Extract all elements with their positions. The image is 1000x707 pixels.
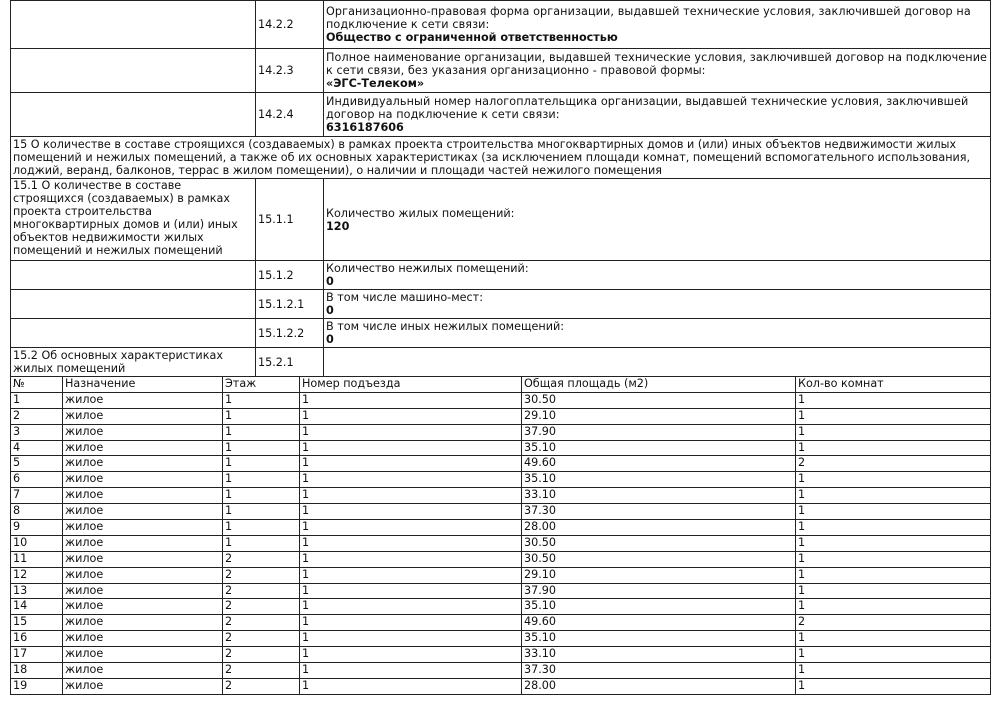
table-row <box>11 424 991 440</box>
empty-cell <box>11 319 256 348</box>
item-content <box>324 261 991 290</box>
header-number: № <box>11 377 63 393</box>
cell-entrance: 1 <box>300 535 522 551</box>
cell-floor: 1 <box>223 535 300 551</box>
cell-floor: 1 <box>223 408 300 424</box>
item-content <box>324 93 991 137</box>
cell-entrance: 1 <box>300 567 522 583</box>
item-content <box>324 179 991 261</box>
item-code: 14.2.3 <box>256 49 324 93</box>
cell-entrance: 1 <box>300 504 522 520</box>
cell-rooms: 1 <box>796 408 991 424</box>
cell-purpose: жилое <box>63 551 223 567</box>
cell-rooms: 1 <box>796 599 991 615</box>
cell-rooms: 1 <box>796 488 991 504</box>
section-15-heading-row <box>11 137 991 179</box>
cell-purpose: жилое <box>63 535 223 551</box>
cell-area: 33.10 <box>522 647 796 663</box>
cell-floor: 1 <box>223 472 300 488</box>
cell-number: 10 <box>11 535 63 551</box>
cell-purpose: жилое <box>63 631 223 647</box>
row-14-2-3 <box>11 49 991 93</box>
table-row <box>11 567 991 583</box>
cell-floor: 2 <box>223 647 300 663</box>
cell-area: 49.60 <box>522 615 796 631</box>
cell-rooms: 1 <box>796 392 991 408</box>
item-value: 0 <box>326 333 334 346</box>
cell-entrance: 1 <box>300 615 522 631</box>
table-row <box>11 631 991 647</box>
header-rooms: Кол-во комнат <box>796 377 991 393</box>
cell-entrance: 1 <box>300 631 522 647</box>
cell-entrance: 1 <box>300 647 522 663</box>
empty-cell <box>324 348 991 377</box>
cell-entrance: 1 <box>300 440 522 456</box>
cell-floor: 2 <box>223 663 300 679</box>
cell-area: 29.10 <box>522 408 796 424</box>
cell-number: 11 <box>11 551 63 567</box>
cell-rooms: 1 <box>796 520 991 536</box>
header-area: Общая площадь (м2) <box>522 377 796 393</box>
cell-purpose: жилое <box>63 472 223 488</box>
row-15-1-2-1 <box>11 290 991 319</box>
cell-floor: 1 <box>223 504 300 520</box>
cell-entrance: 1 <box>300 392 522 408</box>
cell-rooms: 1 <box>796 583 991 599</box>
item-content <box>324 290 991 319</box>
cell-purpose: жилое <box>63 678 223 694</box>
subsection-title: 15.2 Об основных характеристиках жилых помещений <box>11 348 256 377</box>
cell-rooms: 1 <box>796 472 991 488</box>
item-code: 15.1.2 <box>256 261 324 290</box>
table-row <box>11 615 991 631</box>
cell-purpose: жилое <box>63 647 223 663</box>
cell-area: 30.50 <box>522 392 796 408</box>
table-row <box>11 599 991 615</box>
header-entrance: Номер подъезда <box>300 377 522 393</box>
cell-floor: 2 <box>223 583 300 599</box>
cell-area: 29.10 <box>522 567 796 583</box>
cell-area: 30.50 <box>522 551 796 567</box>
table-row <box>11 663 991 679</box>
cell-rooms: 1 <box>796 440 991 456</box>
item-code: 14.2.2 <box>256 1 324 49</box>
cell-purpose: жилое <box>63 424 223 440</box>
cell-entrance: 1 <box>300 408 522 424</box>
empty-cell <box>11 49 256 93</box>
cell-floor: 1 <box>223 456 300 472</box>
cell-number: 2 <box>11 408 63 424</box>
cell-number: 13 <box>11 583 63 599</box>
cell-purpose: жилое <box>63 456 223 472</box>
cell-rooms: 1 <box>796 631 991 647</box>
cell-area: 37.90 <box>522 583 796 599</box>
item-code: 15.2.1 <box>256 348 324 377</box>
header-floor: Этаж <box>223 377 300 393</box>
table-row <box>11 535 991 551</box>
cell-rooms: 1 <box>796 504 991 520</box>
cell-floor: 1 <box>223 440 300 456</box>
cell-entrance: 1 <box>300 663 522 679</box>
document-page <box>10 0 990 695</box>
cell-number: 3 <box>11 424 63 440</box>
cell-area: 49.60 <box>522 456 796 472</box>
row-15-2-1 <box>11 348 991 377</box>
cell-number: 6 <box>11 472 63 488</box>
cell-number: 16 <box>11 631 63 647</box>
table-row <box>11 551 991 567</box>
cell-rooms: 2 <box>796 456 991 472</box>
cell-entrance: 1 <box>300 488 522 504</box>
subsection-title: 15.1 О количестве в составе строящихся (создаваемых) в рамках проекта строительства многоквартирных домов и (или) иных объектов недвижимости жилых помещений и нежилых помещений <box>11 179 256 261</box>
item-label: Количество жилых помещений: <box>326 206 515 220</box>
cell-purpose: жилое <box>63 663 223 679</box>
item-code: 15.1.1 <box>256 179 324 261</box>
item-value: 0 <box>326 304 334 317</box>
cell-floor: 1 <box>223 424 300 440</box>
cell-number: 5 <box>11 456 63 472</box>
cell-rooms: 1 <box>796 424 991 440</box>
cell-entrance: 1 <box>300 472 522 488</box>
cell-rooms: 2 <box>796 615 991 631</box>
cell-area: 35.10 <box>522 440 796 456</box>
rooms-table <box>10 376 991 695</box>
cell-rooms: 1 <box>796 567 991 583</box>
item-label: В том числе машино-мест: <box>326 291 483 304</box>
cell-purpose: жилое <box>63 583 223 599</box>
cell-rooms: 1 <box>796 647 991 663</box>
item-value: «ЭГС-Телеком» <box>326 77 425 90</box>
item-label: Полное наименование организации, выдавшей технические условия, заключившей договор на подключение к сети связи, без указания организационно - правовой формы: <box>326 51 988 77</box>
cell-area: 33.10 <box>522 488 796 504</box>
cell-area: 30.50 <box>522 535 796 551</box>
cell-area: 35.10 <box>522 472 796 488</box>
item-content <box>324 1 991 49</box>
cell-number: 12 <box>11 567 63 583</box>
item-value: 120 <box>326 219 350 233</box>
cell-entrance: 1 <box>300 599 522 615</box>
row-15-1-2 <box>11 261 991 290</box>
cell-purpose: жилое <box>63 599 223 615</box>
cell-area: 37.90 <box>522 424 796 440</box>
item-content <box>324 319 991 348</box>
cell-entrance: 1 <box>300 520 522 536</box>
header-purpose: Назначение <box>63 377 223 393</box>
cell-purpose: жилое <box>63 408 223 424</box>
cell-rooms: 1 <box>796 535 991 551</box>
cell-floor: 1 <box>223 392 300 408</box>
cell-number: 1 <box>11 392 63 408</box>
cell-rooms: 1 <box>796 663 991 679</box>
item-code: 15.1.2.1 <box>256 290 324 319</box>
cell-number: 14 <box>11 599 63 615</box>
cell-purpose: жилое <box>63 504 223 520</box>
cell-purpose: жилое <box>63 392 223 408</box>
cell-entrance: 1 <box>300 424 522 440</box>
empty-cell <box>11 93 256 137</box>
table-row <box>11 392 991 408</box>
cell-number: 19 <box>11 678 63 694</box>
cell-number: 17 <box>11 647 63 663</box>
table-row <box>11 408 991 424</box>
cell-area: 35.10 <box>522 631 796 647</box>
cell-purpose: жилое <box>63 567 223 583</box>
table-row <box>11 440 991 456</box>
item-code: 14.2.4 <box>256 93 324 137</box>
row-14-2-4 <box>11 93 991 137</box>
cell-area: 37.30 <box>522 663 796 679</box>
cell-area: 37.30 <box>522 504 796 520</box>
cell-entrance: 1 <box>300 551 522 567</box>
cell-floor: 2 <box>223 567 300 583</box>
row-14-2-2 <box>11 1 991 49</box>
item-code: 15.1.2.2 <box>256 319 324 348</box>
rooms-table-header <box>11 377 991 393</box>
cell-number: 15 <box>11 615 63 631</box>
table-row <box>11 488 991 504</box>
cell-purpose: жилое <box>63 520 223 536</box>
cell-floor: 2 <box>223 599 300 615</box>
row-15-1-1 <box>11 179 991 261</box>
cell-floor: 2 <box>223 631 300 647</box>
cell-entrance: 1 <box>300 456 522 472</box>
item-value: 0 <box>326 275 334 288</box>
cell-purpose: жилое <box>63 440 223 456</box>
item-label: В том числе иных нежилых помещений: <box>326 320 565 333</box>
table-row <box>11 520 991 536</box>
empty-cell <box>11 1 256 49</box>
cell-number: 8 <box>11 504 63 520</box>
table-row <box>11 504 991 520</box>
cell-floor: 2 <box>223 678 300 694</box>
cell-area: 28.00 <box>522 520 796 536</box>
item-content <box>324 49 991 93</box>
cell-floor: 2 <box>223 615 300 631</box>
item-value: Общество с ограниченной ответственностью <box>326 31 618 44</box>
cell-number: 18 <box>11 663 63 679</box>
table-row <box>11 678 991 694</box>
cell-entrance: 1 <box>300 583 522 599</box>
cell-number: 9 <box>11 520 63 536</box>
cell-number: 4 <box>11 440 63 456</box>
empty-cell <box>11 290 256 319</box>
cell-purpose: жилое <box>63 615 223 631</box>
cell-area: 35.10 <box>522 599 796 615</box>
cell-entrance: 1 <box>300 678 522 694</box>
cell-floor: 1 <box>223 488 300 504</box>
project-declaration-table <box>10 0 991 377</box>
table-row <box>11 472 991 488</box>
item-label: Организационно-правовая форма организации, выдавшей технические условия, заключившей договор на подключение к сети связи: <box>326 5 971 31</box>
cell-purpose: жилое <box>63 488 223 504</box>
item-label: Количество нежилых помещений: <box>326 262 529 275</box>
cell-floor: 2 <box>223 551 300 567</box>
item-value: 6316187606 <box>326 121 404 134</box>
row-15-1-2-2 <box>11 319 991 348</box>
table-row <box>11 456 991 472</box>
item-label: Индивидуальный номер налогоплательщика организации, выдавшей технические условия, заключившей договор на подключение к сети связи: <box>326 95 969 121</box>
empty-cell <box>11 261 256 290</box>
section-heading: 15 О количестве в составе строящихся (создаваемых) в рамках проекта строительства многоквартирных домов и (или) иных объектов недвижимости жилых помещений и нежилых помещений, а также об их основных характеристиках (за исключением площади комнат, помещений вспомогательного использования, лоджий, веранд, балконов, террас в жилом помещении), о наличии и площади частей нежилого помещения <box>11 137 991 179</box>
rooms-table-body <box>11 392 991 694</box>
table-row <box>11 647 991 663</box>
cell-rooms: 1 <box>796 551 991 567</box>
table-row <box>11 583 991 599</box>
cell-number: 7 <box>11 488 63 504</box>
cell-rooms: 1 <box>796 678 991 694</box>
cell-area: 28.00 <box>522 678 796 694</box>
cell-floor: 1 <box>223 520 300 536</box>
